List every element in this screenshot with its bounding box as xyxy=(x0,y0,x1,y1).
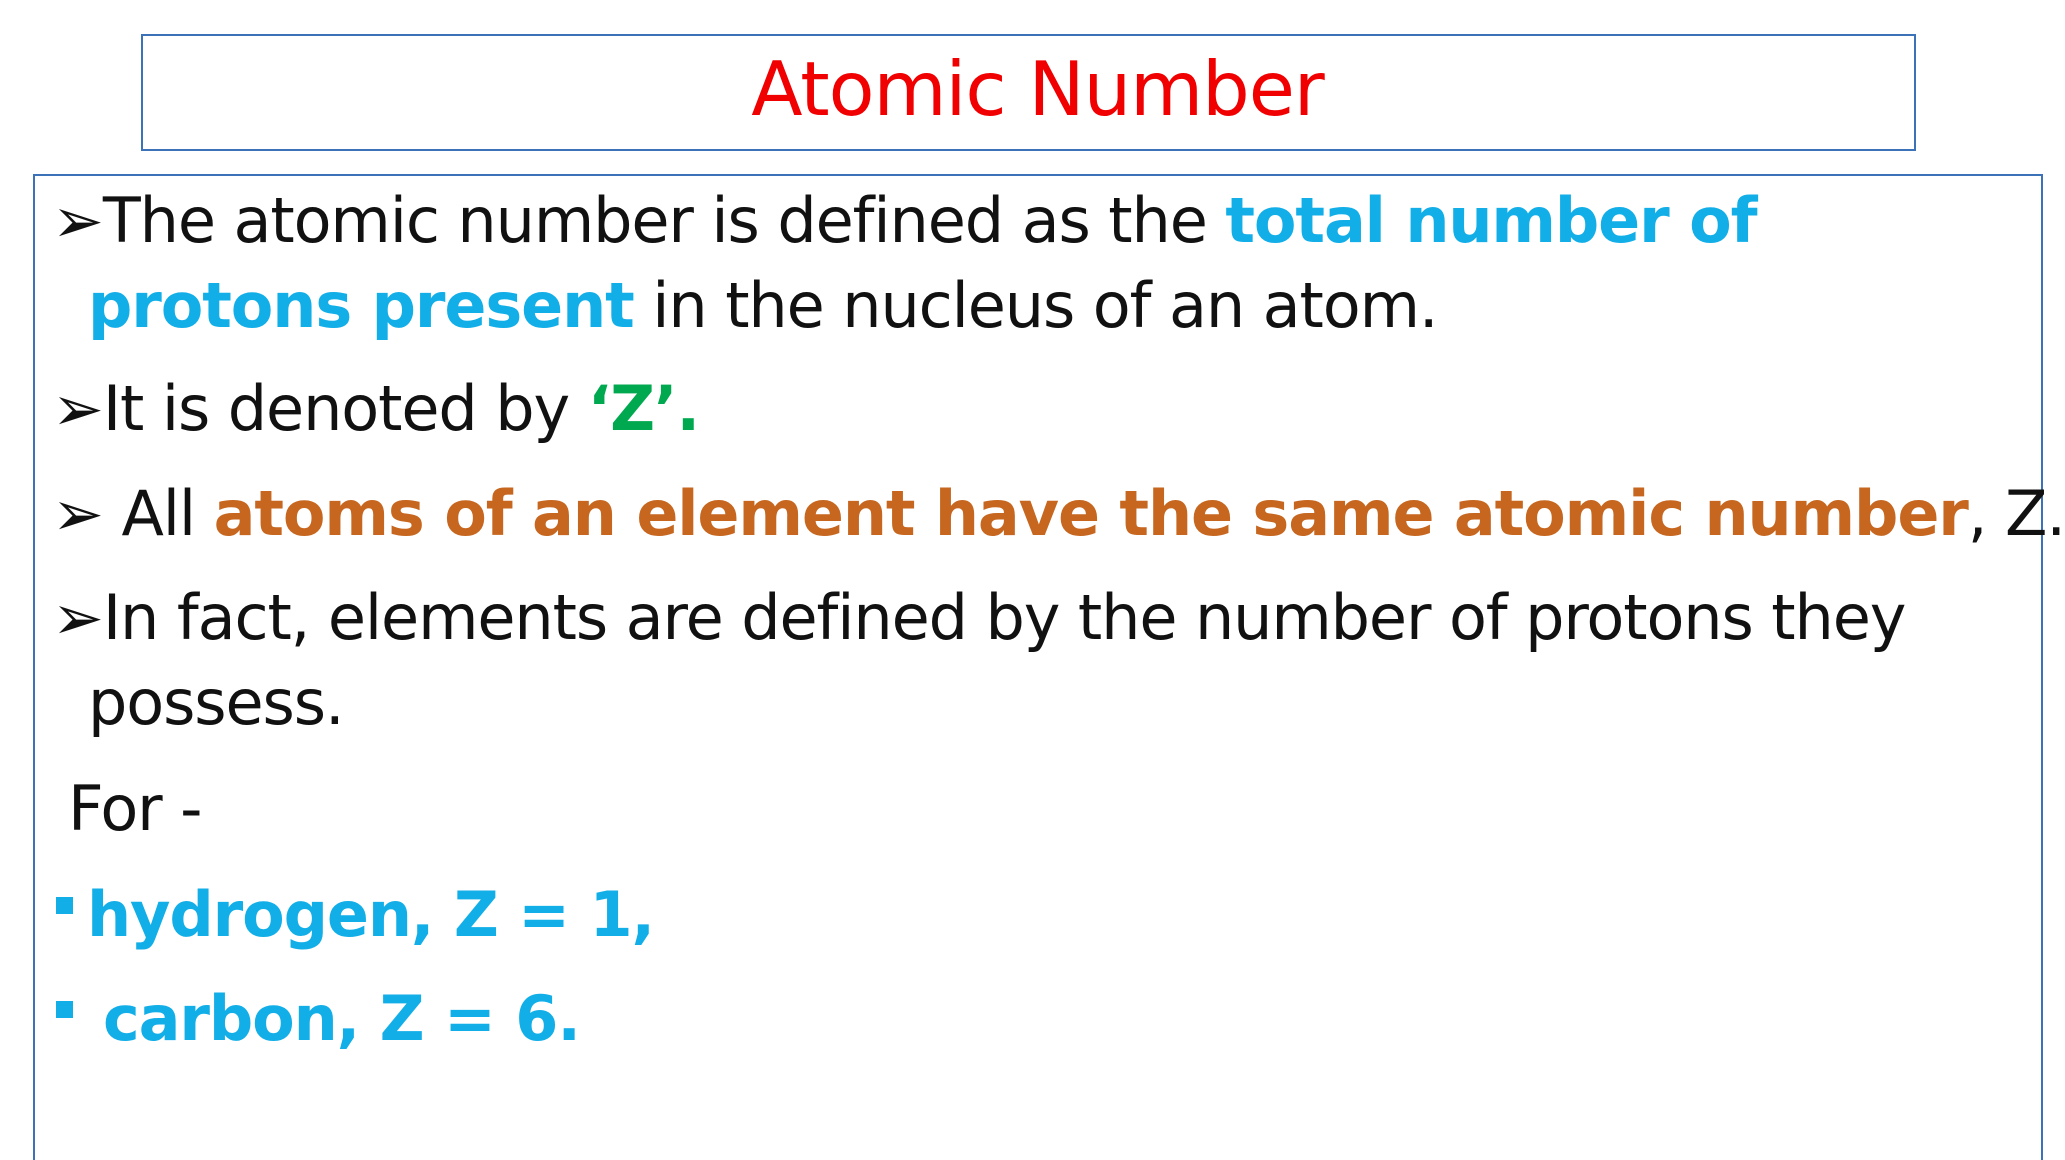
square-bullet-icon xyxy=(56,1001,73,1018)
bullet-1-highlight-2: protons present xyxy=(88,269,634,342)
example-text-carbon: carbon, Z = 6. xyxy=(103,982,580,1055)
bullet-3-highlight: atoms of an element have the same atomic number xyxy=(213,477,1968,550)
bullet-1-line-1 xyxy=(52,184,1757,257)
bullet-4-text-2: possess. xyxy=(88,666,344,739)
example-item-hydrogen xyxy=(56,878,654,951)
slide-title: Atomic Number xyxy=(751,45,1324,133)
example-text-hydrogen: hydrogen, Z = 1, xyxy=(87,878,654,951)
bullet-4-line-2 xyxy=(88,666,344,739)
arrow-bullet-icon: ➢ xyxy=(52,372,103,445)
arrow-bullet-icon: ➢ xyxy=(52,184,103,257)
bullet-3-text-end: , Z. xyxy=(1967,477,2065,550)
bullet-2 xyxy=(52,372,699,445)
bullet-1-highlight-1: total number of xyxy=(1225,184,1757,257)
bullet-1-text-end: in the nucleus of an atom. xyxy=(633,269,1438,342)
title-box xyxy=(141,34,1916,151)
arrow-bullet-icon: ➢ xyxy=(52,581,103,654)
bullet-1-text-start: The atomic number is defined as the xyxy=(102,184,1226,257)
bullet-3-text-start: All xyxy=(102,477,214,550)
example-item-carbon xyxy=(56,982,580,1055)
bullet-4-text-1: In fact, elements are defined by the number of protons they xyxy=(102,581,1906,654)
arrow-bullet-icon: ➢ xyxy=(52,477,103,550)
bullet-2-highlight: ‘Z’. xyxy=(587,372,699,445)
bullet-4-line-1 xyxy=(52,581,1906,654)
bullet-1-line-2 xyxy=(88,269,1438,342)
bullet-3 xyxy=(52,477,2065,550)
bullet-2-text: It is denoted by xyxy=(102,372,588,445)
square-bullet-icon xyxy=(56,897,73,914)
for-label: For - xyxy=(68,772,202,845)
